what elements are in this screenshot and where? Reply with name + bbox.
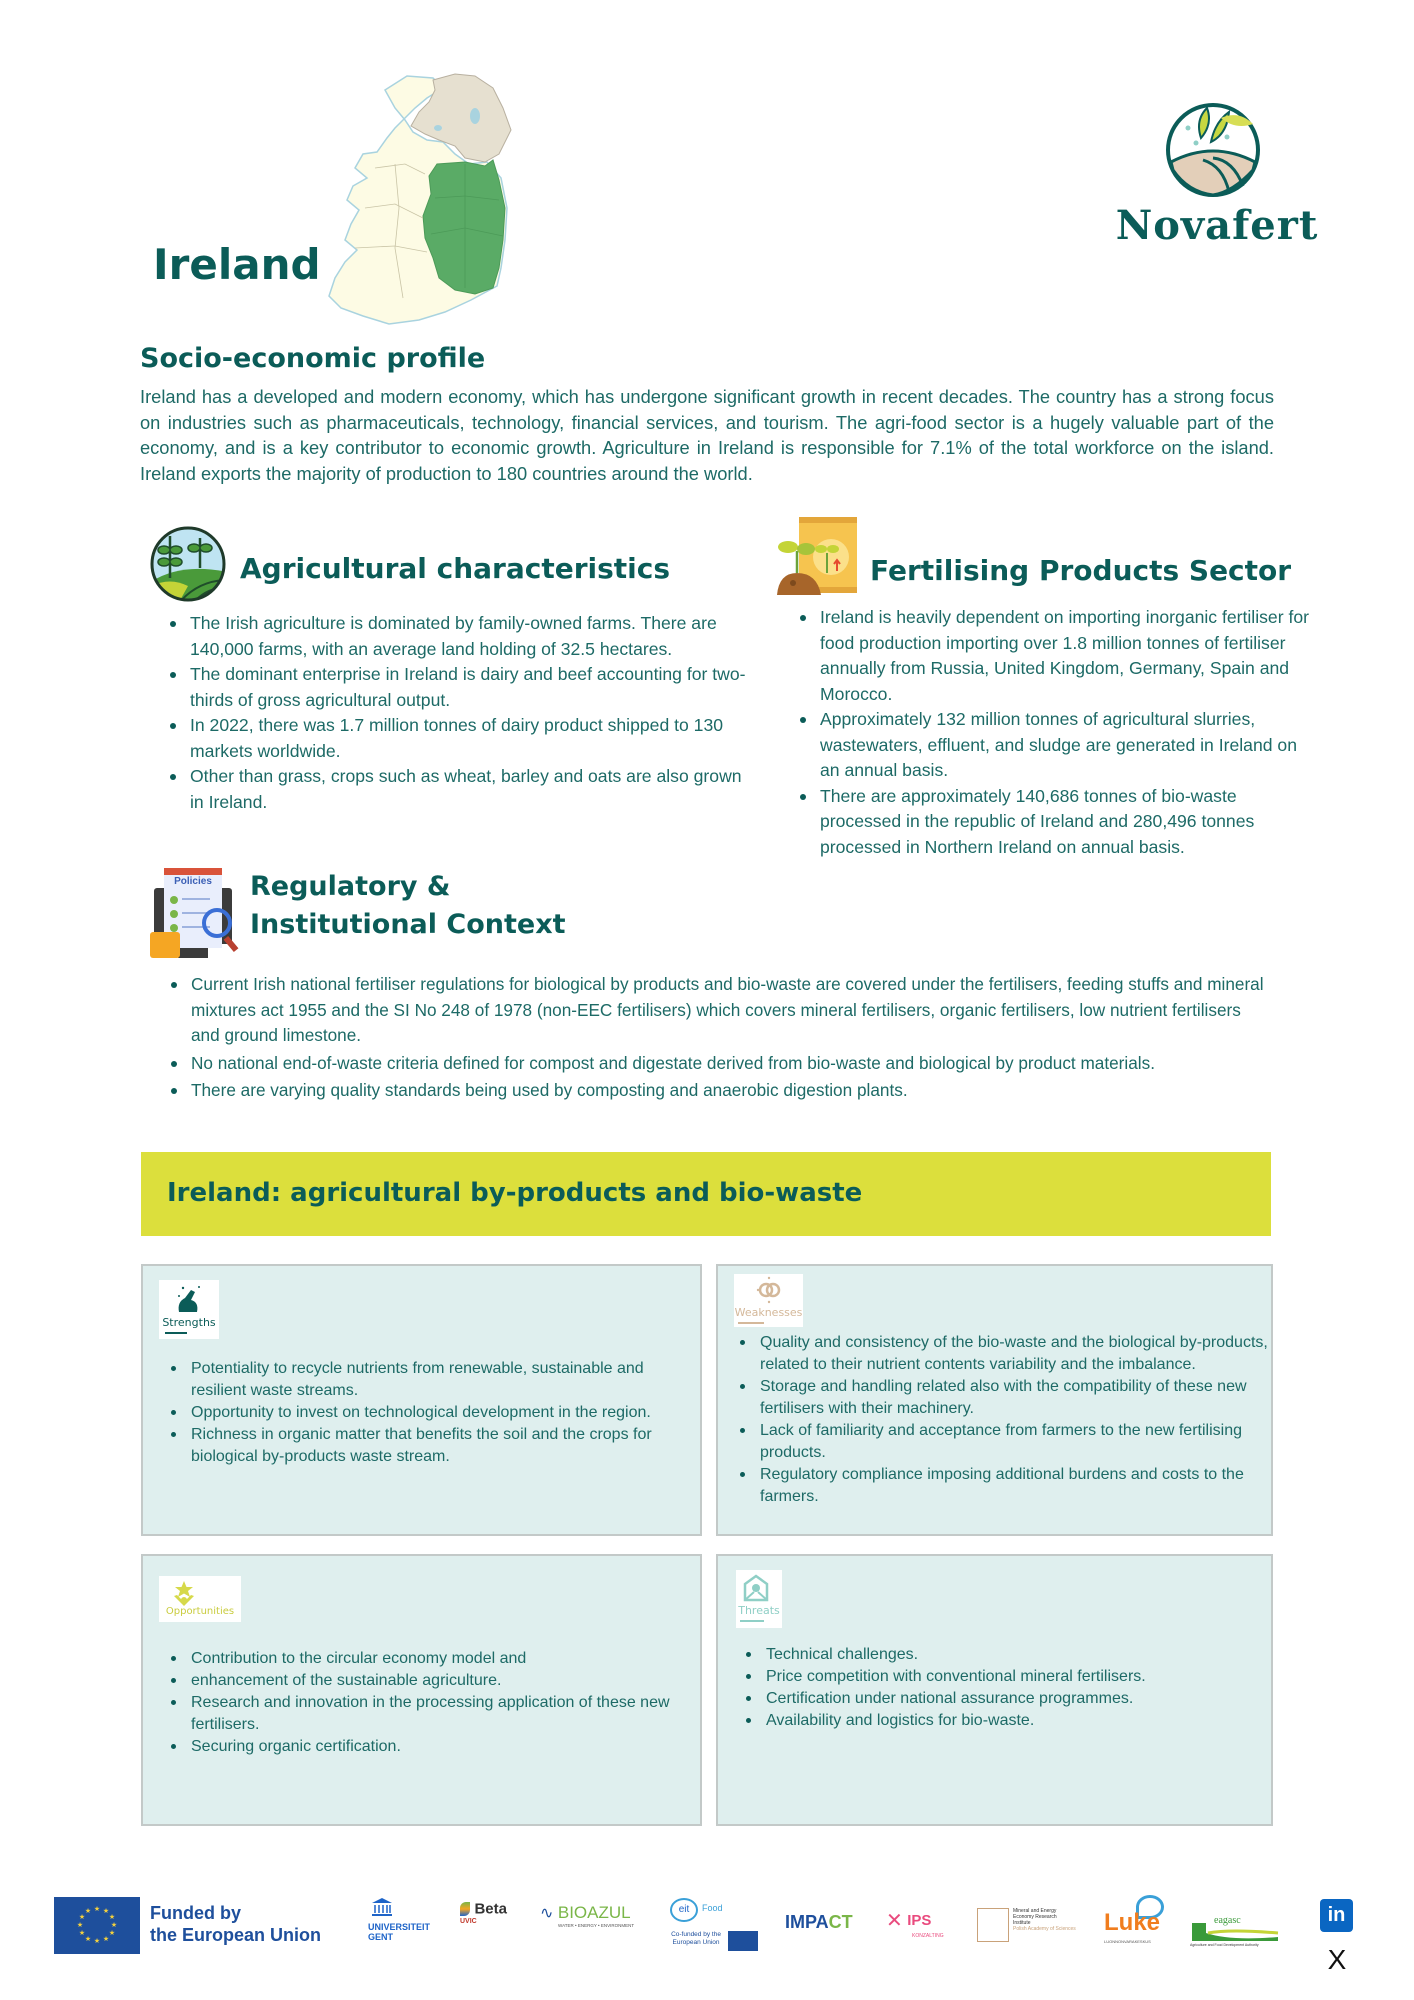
impact-text-a: IMPA (785, 1912, 829, 1932)
reg-heading-line2: Institutional Context (250, 909, 566, 940)
threats-card (716, 1554, 1273, 1826)
list-item: Price competition with conventional mineral fertilisers. (766, 1666, 1276, 1688)
strengths-label: Strengths (162, 1316, 216, 1329)
list-item: No national end-of-waste criteria defined for compost and digestate derived from bio-waste and biological by product materials. (191, 1051, 1271, 1077)
star-person-icon (171, 1580, 197, 1608)
strengths-badge (159, 1280, 219, 1339)
reg-heading (250, 868, 566, 944)
teagasc-text: eagasc (1214, 1915, 1241, 1926)
funded-line1: Funded by (150, 1903, 241, 1923)
reg-list (165, 972, 1271, 1106)
threats-list (740, 1644, 1276, 1732)
svg-text:★: ★ (78, 1930, 86, 1937)
bioazul-wave-icon: ∿ (540, 1905, 554, 1922)
list-item: Research and innovation in the processing application of these new fertilisers. (191, 1692, 701, 1736)
fert-heading: Fertilising Products Sector (870, 554, 1292, 587)
svg-text:★: ★ (110, 1922, 118, 1929)
threats-label: Threats (738, 1604, 780, 1617)
strengths-list (165, 1358, 701, 1468)
list-item: Current Irish national fertiliser regulations for biological by products and bio-waste are covered under the fertilisers, feeding stuffs and mineral mixtures act 1955 and the SI No 248 of 1978 (non-EEC fertilisers) which covers mineral fertilisers, organic fertilisers, low nutrient fertilisers and ground limestone. (191, 972, 1271, 1049)
reg-heading-line1: Regulatory & (250, 871, 451, 902)
agri-list (164, 611, 750, 815)
opportunities-card (141, 1554, 702, 1826)
list-item: Storage and handling related also with the compatibility of these new fertilisers with their machinery. (760, 1376, 1280, 1420)
ugent-building-icon (370, 1897, 394, 1917)
funded-line2: the European Union (150, 1925, 321, 1945)
list-item: Lack of familiarity and acceptance from farmers to the new fertilising products. (760, 1420, 1280, 1464)
country-title: Ireland (153, 240, 321, 289)
eit-text: eit (670, 1898, 698, 1922)
list-item: enhancement of the sustainable agriculture. (191, 1670, 701, 1692)
beta-logo (460, 1900, 520, 1925)
ips-logo (886, 1908, 956, 1939)
svg-text:★: ★ (108, 1914, 116, 1921)
funded-by-eu (150, 1902, 321, 1946)
beta-text: Beta (474, 1900, 507, 1918)
farm-field-icon (148, 524, 228, 604)
list-item: Richness in organic matter that benefits the soil and the crops for biological by-products waste stream. (191, 1424, 701, 1468)
ugent-logo (368, 1897, 431, 1942)
svg-text:★: ★ (76, 1922, 84, 1929)
impact-text-b: CT (828, 1912, 853, 1932)
ugent-line2: GENT (368, 1932, 394, 1942)
eit-food-text: Food (702, 1903, 723, 1913)
meeri-line2: Economy Research (1013, 1914, 1057, 1920)
list-item: Other than grass, crops such as wheat, barley and oats are also grown in Ireland. (190, 764, 750, 815)
eu-flag-icon (54, 1897, 140, 1954)
brand-name: Novafert (1115, 202, 1319, 249)
list-item: Approximately 132 million tonnes of agricultural slurries, wastewaters, effluent, and sludge are generated in Ireland on an annual basis. (820, 707, 1320, 784)
threats-badge (736, 1570, 782, 1628)
x-twitter-icon[interactable]: X (1327, 1944, 1347, 1975)
swot-banner (141, 1152, 1271, 1236)
fert-list (794, 605, 1320, 860)
list-item: Technical challenges. (766, 1644, 1276, 1666)
threat-envelope-icon (742, 1574, 770, 1602)
flexed-arm-icon (173, 1284, 203, 1314)
meeri-line4: Polish Academy of Sciences (1013, 1926, 1076, 1932)
beta-leaf-icon (460, 1902, 470, 1916)
ips-tag: KONZALTING (912, 1933, 944, 1939)
cofunded-line1: Co-funded by the (671, 1931, 721, 1938)
bioazul-text: BIOAZUL (557, 1903, 631, 1922)
linkedin-icon[interactable]: in (1320, 1899, 1353, 1932)
opportunities-label: Opportunities (165, 1606, 235, 1617)
list-item: Securing organic certification. (191, 1736, 701, 1758)
weaknesses-label: Weaknesses (734, 1306, 803, 1319)
list-item: Quality and consistency of the bio-waste and the biological by-products, related to their nutrient contents variability and the imbalance. (760, 1332, 1280, 1376)
meeri-shield-icon (977, 1908, 1009, 1942)
meeri-line1: Mineral and Energy (1013, 1908, 1057, 1914)
meeri-logo (977, 1908, 1077, 1944)
list-item: Ireland is heavily dependent on importing inorganic fertiliser for food production importing over 1.8 million tonnes of fertiliser annually from Russia, United Kingdom, Germany, Spain and Morocco. (820, 605, 1320, 707)
weakness-rings-icon (754, 1276, 784, 1304)
meeri-line3: Institute (1013, 1920, 1031, 1926)
swot-banner-title: Ireland: agricultural by-products and bio-waste (167, 1178, 863, 1208)
list-item: In 2022, there was 1.7 million tonnes of dairy product shipped to 130 markets worldwide. (190, 713, 750, 764)
ips-text: IPS (907, 1912, 932, 1929)
svg-text:★: ★ (93, 1906, 101, 1913)
teagasc-tag: Agriculture and Food Development Authority (1190, 1943, 1259, 1947)
novafert-logo-icon (1163, 100, 1263, 200)
list-item: Potentiality to recycle nutrients from renewable, sustainable and resilient waste streams. (191, 1358, 701, 1402)
socio-heading: Socio-economic profile (140, 343, 486, 374)
list-item: The dominant enterprise in Ireland is dairy and beef accounting for two-thirds of gross agricultural output. (190, 662, 750, 713)
fertiliser-bag-icon (775, 515, 860, 595)
list-item: There are varying quality standards being used by composting and anaerobic digestion plants. (191, 1078, 1271, 1104)
list-item: Availability and logistics for bio-waste. (766, 1710, 1276, 1732)
opportunities-badge (159, 1576, 241, 1622)
svg-text:★: ★ (84, 1936, 92, 1943)
impact-logo (785, 1912, 853, 1933)
weaknesses-badge (734, 1274, 803, 1327)
agri-heading: Agricultural characteristics (240, 552, 671, 585)
svg-text:★: ★ (108, 1930, 116, 1937)
svg-text:★: ★ (93, 1938, 101, 1945)
svg-text:★: ★ (84, 1908, 92, 1915)
cofunded-line2: European Union (672, 1939, 720, 1946)
list-item: The Irish agriculture is dominated by family-owned farms. There are 140,000 farms, with an average land holding of 32.5 hectares. (190, 611, 750, 662)
strengths-card (141, 1264, 702, 1536)
list-item: Certification under national assurance programmes. (766, 1688, 1276, 1710)
socio-text: Ireland has a developed and modern economy, which has undergone significant growth in recent decades. The country has a strong focus on industries such as pharmaceuticals, technology, financial services, and tourism. The agri-food sector is a hugely valuable part of the economy, and is a key contributor to economic growth. Agriculture in Ireland is responsible for 7.1% of the total workforce on the island. Ireland exports the majority of production to 180 countries around the world. (140, 386, 1274, 484)
ips-x-icon: ✕ (886, 1910, 903, 1932)
teagasc-logo (1190, 1915, 1280, 1955)
opportunities-list (165, 1648, 701, 1758)
bioazul-tag: WATER • ENERGY • ENVIRONMENT (558, 1923, 635, 1928)
policies-icon (150, 866, 242, 962)
luke-text: Luke (1104, 1909, 1161, 1936)
svg-text:★: ★ (78, 1914, 86, 1921)
weaknesses-list (734, 1332, 1280, 1508)
luke-logo (1100, 1895, 1170, 1955)
uvic-text: UVIC (460, 1918, 477, 1925)
weaknesses-card (716, 1264, 1273, 1536)
list-item: There are approximately 140,686 tonnes of bio-waste processed in the republic of Ireland and 280,496 tonnes processed in Northern Ireland on annual basis. (820, 784, 1320, 861)
eu-flag-small-icon (728, 1931, 758, 1951)
eit-food-logo (668, 1898, 768, 1958)
svg-text:★: ★ (102, 1936, 110, 1943)
ireland-map (315, 68, 530, 333)
ugent-line1: UNIVERSITEIT (368, 1922, 431, 1932)
list-item: Regulatory compliance imposing additional burdens and costs to the farmers. (760, 1464, 1280, 1508)
bioazul-logo (540, 1903, 660, 1928)
policies-icon-label: Policies (174, 876, 212, 887)
list-item: Opportunity to invest on technological development in the region. (191, 1402, 701, 1424)
luke-tag: LUONNONVARAKESKUS (1104, 1939, 1151, 1944)
svg-text:★: ★ (102, 1908, 110, 1915)
list-item: Contribution to the circular economy model and (191, 1648, 701, 1670)
